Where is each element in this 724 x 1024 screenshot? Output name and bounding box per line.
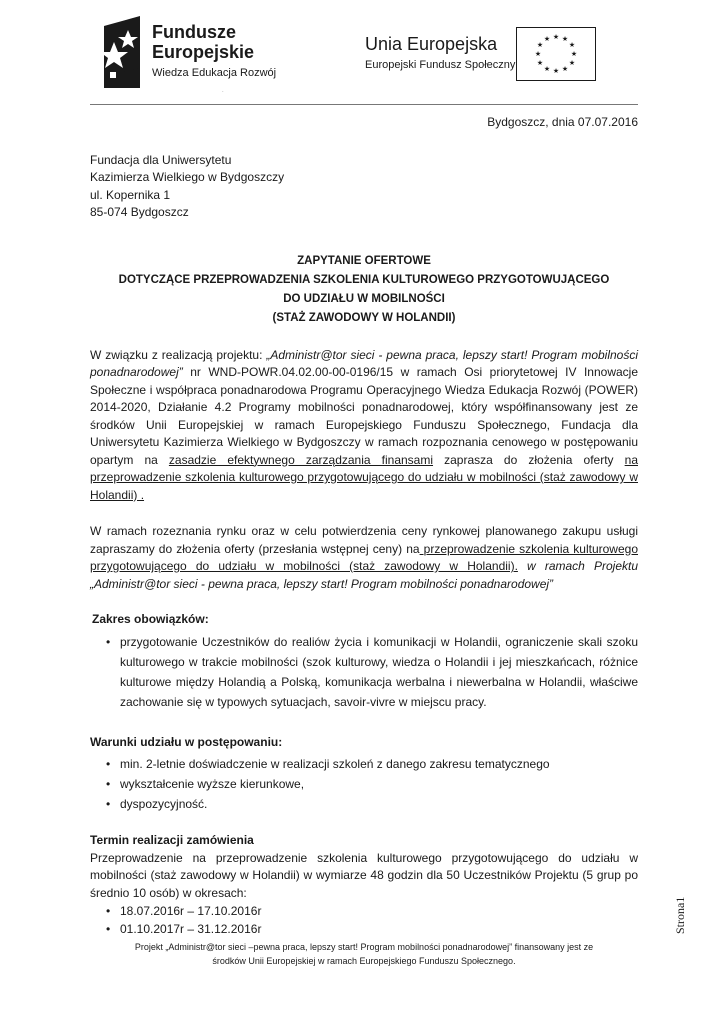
- warunki-title: Warunki udziału w postępowaniu:: [90, 734, 283, 749]
- para1-text: zaprasza do złożenia oferty: [433, 452, 625, 467]
- title-line: ZAPYTANIE OFERTOWE: [297, 254, 431, 267]
- svg-text:★: ★: [552, 33, 560, 41]
- page-number-text: Strona1: [673, 896, 687, 934]
- termin-title: Termin realizacji zamówienia: [90, 833, 254, 847]
- termin-text: Przeprowadzenie na przeprowadzenie szkolenia kulturowego przygotowującego do udziału w mobilności (staż zawodowy w Holandii) w wymiarze 48 godzin dla 50 Uczestników Projektu (5 grup po średnio 10 osób) w okresach:: [90, 850, 638, 900]
- warunki-list: [90, 754, 638, 814]
- footer-line: środków Unii Europejskiej w ramach Europejskiego Funduszu Społecznego.: [212, 956, 516, 966]
- bullet-icon: •: [106, 777, 111, 791]
- zakres-title: Zakres obowiązków:: [92, 612, 209, 626]
- bullet-icon: •: [106, 904, 111, 918]
- eu-flag-icon: [516, 27, 596, 81]
- list-item: [90, 754, 638, 774]
- bullet-icon: •: [106, 634, 111, 649]
- para1-underlined: zasadzie efektywnego zarządzania finansami: [168, 452, 434, 467]
- bullet-icon: •: [106, 797, 111, 811]
- list-item: [90, 774, 638, 794]
- list-item: [90, 920, 638, 938]
- para2-text: W ramach rozeznania rynku oraz w celu potwierdzenia ceny rynkowej planowanego zakupu usługi zapraszamy do złożenia oferty (przesłania wstępnej ceny) na: [90, 524, 638, 556]
- svg-text:★: ★: [543, 65, 551, 73]
- fe-emblem-icon: [100, 16, 144, 88]
- svg-text:★: ★: [552, 67, 560, 75]
- address-line: Fundacja dla Uniwersytetu: [90, 152, 232, 167]
- svg-text:★: ★: [543, 35, 551, 43]
- para1-underlined: na przeprowadzenie szkolenia kulturowego przygotowującego do udziału w mobilności (staż zawodowy w Holandii) .: [90, 452, 638, 502]
- address-line: Kazimierza Wielkiego w Bydgoszczy: [90, 170, 285, 184]
- date-line: Bydgoszcz, dnia 07.07.2016: [487, 115, 638, 129]
- address-line: 85-074 Bydgoszcz: [90, 205, 189, 219]
- svg-text:★: ★: [536, 59, 544, 67]
- title-line: (STAŻ ZAWODOWY W HOLANDII): [272, 311, 456, 324]
- svg-text:★: ★: [561, 35, 569, 43]
- eu-logo-text: [365, 34, 515, 72]
- bullet-icon: •: [106, 922, 111, 936]
- title-line: DOTYCZĄCE PRZEPROWADZENIA SZKOLENIA KULTUROWEGO PRZYGOTOWUJĄCEGO: [118, 273, 610, 286]
- svg-text:★: ★: [568, 59, 576, 67]
- list-item: [90, 794, 638, 814]
- svg-text:★: ★: [534, 50, 542, 58]
- header-divider: [90, 104, 638, 105]
- termin-list: [90, 902, 638, 938]
- para1-text: nr WND-POWR.04.02.00-00-0196/15 w ramach Osi priorytetowej IV Innowacje Społeczne i współpraca ponadnarodowa Programu Operacyjnego Wiedza Edukacja Rozwój (POWER) 2014-2020, Działanie 4.2 Programy mobilności ponadnarodowej, który współfinansowany jest ze środków Unii Europejskiej w ramach Europejskiego Funduszu Społecznego, Fundacja dla Uniwersytetu Kazimierza Wielkiego w Bydgoszczy w ramach rozpoznania cenowego w postępowaniu opartym na: [90, 365, 638, 467]
- page-number-label: [671, 876, 691, 936]
- project-name: „Administr@tor sieci - pewna praca, lepszy start! Program mobilności ponadnarodowej”: [90, 347, 639, 379]
- document-title: [90, 252, 638, 328]
- list-item: [90, 632, 638, 712]
- market-research-paragraph: [90, 523, 638, 593]
- fundusze-europejskie-logo: [100, 16, 290, 88]
- title-line: DO UDZIAŁU W MOBILNOŚCI: [283, 292, 445, 305]
- fe-logo-line1: Fundusze: [152, 22, 236, 42]
- page-footer: [90, 940, 638, 968]
- decorative-dot: .: [222, 88, 224, 94]
- svg-text:★: ★: [561, 65, 569, 73]
- para2-underlined: przeprowadzenie szkolenia kulturowego przygotowującego do udziału w mobilności (staż zawodowy w Holandii).: [90, 541, 638, 573]
- list-item-text: dyspozycyjność.: [120, 797, 208, 811]
- list-item-text: przygotowanie Uczestników do realiów życia i komunikacji w Holandii, ograniczenie skali szoku kulturowego w trakcie mobilności (szok kulturowy, wiedza o Holandii i jej mieszkańcach, różnice kulturowe między Holandią a Polską, komunikacja werbalna i niewerbalna w Holandii, właściwe zachowanie się w typowych sytuacjach, savoir-vivre w miejscu pracy.: [120, 634, 638, 709]
- address-line: ul. Kopernika 1: [90, 187, 171, 202]
- svg-text:★: ★: [536, 41, 544, 49]
- zakres-list: [90, 632, 638, 712]
- recipient-address: [90, 152, 638, 222]
- bullet-icon: •: [106, 757, 111, 771]
- para2-italic: w ramach Projektu „Administr@tor sieci - pewna praca, lepszy start! Program mobilności ponadnarodowej”: [90, 559, 639, 591]
- page-header: [0, 0, 724, 110]
- list-item-text: wykształcenie wyższe kierunkowe,: [120, 777, 305, 791]
- intro-paragraph: [90, 347, 638, 505]
- svg-text:★: ★: [568, 41, 576, 49]
- list-item-text: min. 2-letnie doświadczenie w realizacji szkoleń z danego zakresu tematycznego: [120, 757, 550, 771]
- list-item-text: 01.10.2017r – 31.12.2016r: [120, 922, 262, 936]
- fe-logo-line3: Wiedza Edukacja Rozwój: [152, 67, 277, 79]
- list-item: [90, 902, 638, 920]
- document-body: [90, 110, 638, 938]
- list-item-text: 18.07.2016r – 17.10.2016r: [120, 904, 262, 918]
- svg-text:★: ★: [570, 50, 578, 58]
- para1-text: W związku z realizacją projektu:: [90, 347, 267, 362]
- eu-logo-line1: Unia Europejska: [365, 34, 498, 54]
- eu-logo-line2: Europejski Fundusz Społeczny: [365, 59, 516, 71]
- fe-logo-line2: Europejskie: [152, 42, 255, 62]
- footer-line: Projekt „Administr@tor sieci –pewna praca, lepszy start! Program mobilności ponadnarodowej” finansowany jest ze: [134, 942, 594, 952]
